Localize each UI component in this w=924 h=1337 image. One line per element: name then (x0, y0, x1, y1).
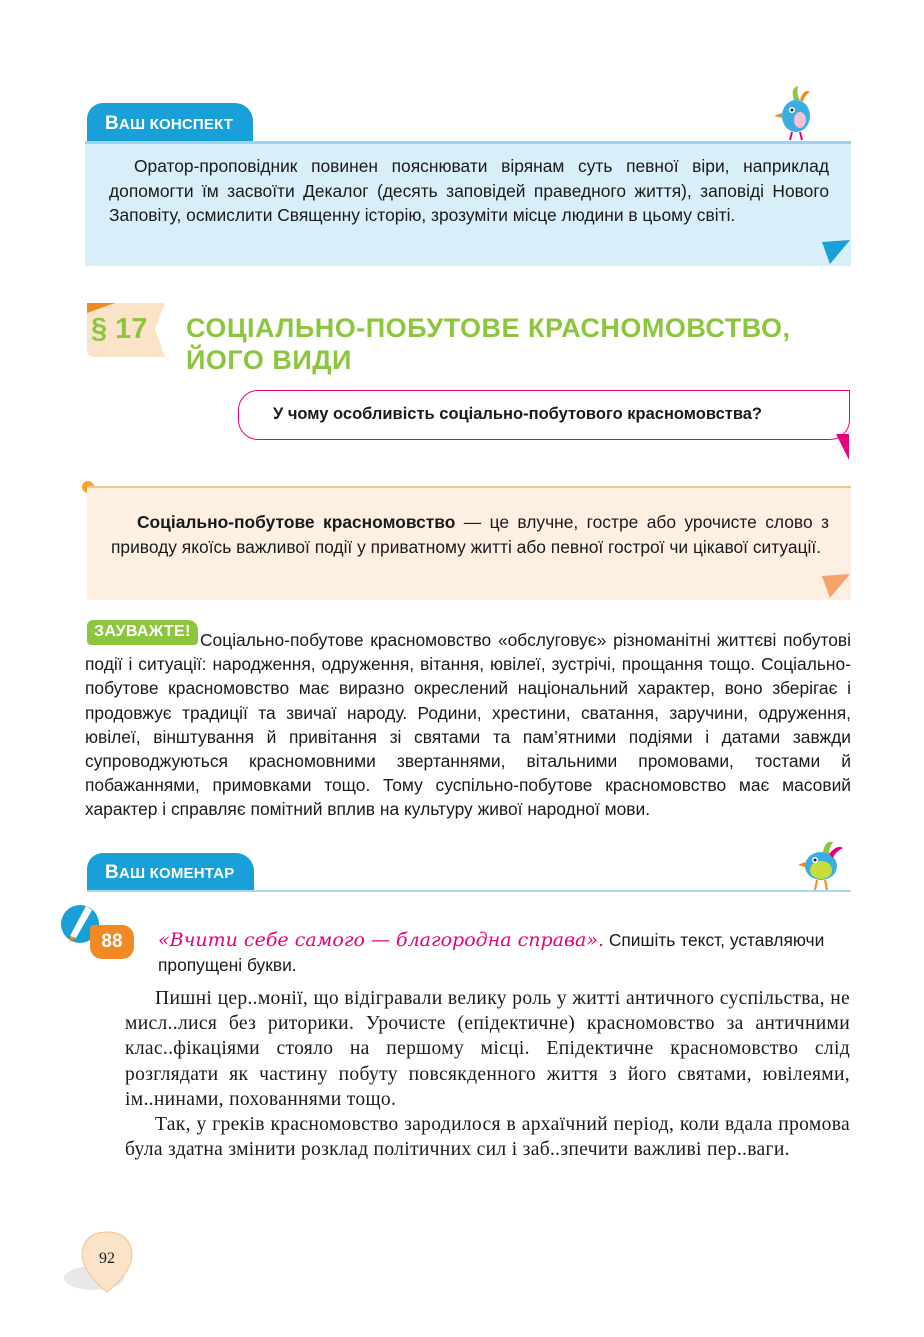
konspekt-box (85, 141, 851, 266)
comment-tab (87, 853, 254, 891)
section-title-line2: ЙОГО ВИДИ (186, 345, 352, 375)
comment-tab-initial: В (105, 862, 119, 883)
page-number: 92 (99, 1250, 115, 1267)
corner-arrow-orange-icon (822, 574, 852, 600)
bird-icon (770, 80, 820, 142)
exercise-title (158, 928, 850, 977)
section-number: § 17 (91, 313, 148, 345)
definition-text (111, 510, 829, 559)
definition-body: — це влучне, гостре або урочисте слово з приводу якоїсь важливої події у приватному житті або певної гострої чи цікавої ситуації. (111, 512, 830, 557)
note-badge: ЗАУВАЖТЕ! (87, 620, 198, 645)
exercise-instruction: Спишіть текст, уставляючи пропущені букви. (158, 930, 825, 975)
konspekt-text: Оратор-проповідник повинен пояснювати вірянам суть певної віри, наприклад допомогти їм засвоїти Декалог (десять заповідей праведного життя), заповіді Нового Заповіту, осмислити Священну історію, зрозуміти місце людини в цьому світі. (109, 156, 829, 225)
konspekt-tab (87, 103, 253, 143)
comment-tab-label: АШ КОМЕНТАР (118, 865, 235, 882)
exercise-quote: «Вчити себе самого — благородна справа». (158, 929, 604, 951)
note-text: Соціально-побутове красномовство «обслуговує» різноманітні життєві побутові події і ситуації: народження, одруження, вітання, ювілеї, зустрічі, прощання тощо. Соціально-побутове красномовство має виразно окреслений національний характер, воно зберігає і продовжує традиції та звичаї народу. Родини, хрестини, сватання, заручини, одруження, ювілеї, вінштування й привітання зі святами та пам’ятними подіями і датами завжди супроводжуються красномовними звертаннями, вітальними промовами, тостами й побажаннями, примовками тощо. Тому суспільно-побутове красномовство має масовий характер і справляє помітний вплив на культуру живої народної мови. (85, 630, 851, 820)
bird-icon-2 (795, 838, 851, 894)
definition-box (87, 486, 851, 600)
section-title-line1: СОЦІАЛЬНО-ПОБУТОВЕ КРАСНОМОВСТВО, (186, 313, 791, 343)
exercise-number: 88 (90, 925, 134, 959)
exercise-paragraph-1: Пишні цер..монії, що відігравали велику роль у житті античного суспільства, не мисл..лися без риторики. Урочисте (епідектичне) красномовство за античними клас..фікаціями стояло на першому місці. Епідектичне красномовство слід розглядати як частину побуту повсякденного життя з його святами, ювілеями, ім..нинами, похованнями тощо. (125, 988, 850, 1110)
comment-line (87, 890, 851, 892)
question-tail-icon (836, 434, 852, 462)
question-box (238, 390, 850, 440)
corner-arrow-icon (822, 240, 852, 266)
konspekt-tab-label: АШ КОНСПЕКТ (118, 116, 234, 133)
section-title (186, 312, 846, 376)
exercise-paragraph-2: Так, у греків красномовство зародилося в архаїчний період, коли вдала промова була здатна змінити розклад політичних сил і заб..зпечити важливі пер..ваги. (125, 1114, 850, 1161)
definition-term: Соціально-побутове красномовство (137, 512, 456, 532)
konspekt-tab-initial: В (105, 113, 119, 134)
question-text: У чому особливість соціально-побутового красномовства? (273, 405, 763, 423)
exercise-text (125, 986, 850, 1162)
